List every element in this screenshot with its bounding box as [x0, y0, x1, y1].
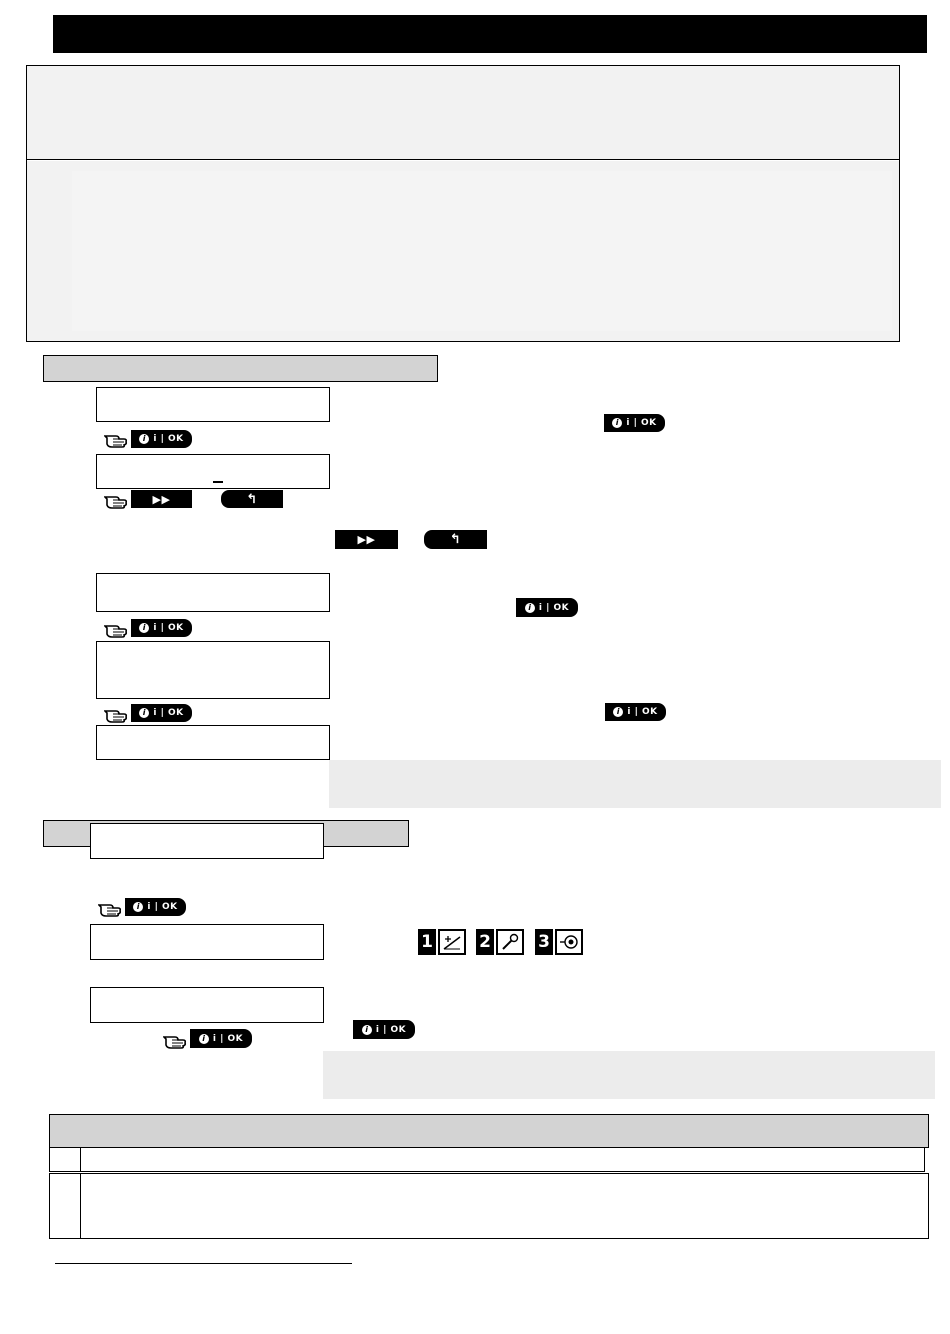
- lcd-display-a1: [96, 387, 330, 422]
- table-row: [49, 1148, 925, 1172]
- keypad-key-3[interactable]: 3: [535, 929, 583, 955]
- intro-box: [26, 65, 900, 342]
- keypad-key-2[interactable]: 2: [476, 929, 524, 955]
- lcd-display-a2: [96, 454, 330, 489]
- ok-key-button[interactable]: i i | OK: [353, 1020, 415, 1039]
- info-icon: i: [139, 434, 149, 444]
- chart-slope-icon: [438, 929, 466, 955]
- table-row: [49, 1173, 929, 1239]
- next-key-button[interactable]: ▶▶: [131, 490, 192, 508]
- table-column-divider: [80, 1174, 81, 1238]
- section-a-note: [329, 760, 941, 808]
- back-key-button[interactable]: ↰: [221, 490, 283, 508]
- intro-detail-panel: [27, 161, 899, 341]
- ok-key-button[interactable]: i i | OK: [605, 703, 666, 721]
- lcd-display-a4: [96, 641, 330, 699]
- hand-pointer-icon: [162, 1031, 188, 1051]
- lcd-display-a5: [96, 725, 330, 760]
- ok-key-button[interactable]: i i | OK: [131, 619, 192, 637]
- table-column-divider: [80, 1148, 81, 1171]
- intro-summary-panel: [27, 66, 899, 160]
- info-icon: i: [199, 1034, 209, 1044]
- ok-key-button[interactable]: i i | OK: [604, 414, 665, 432]
- hand-pointer-icon: [103, 430, 129, 450]
- lcd-cursor: [213, 481, 223, 483]
- ok-key-button[interactable]: i i | OK: [190, 1029, 252, 1048]
- ok-key-button[interactable]: i i | OK: [131, 704, 192, 722]
- info-icon: i: [612, 418, 622, 428]
- info-icon: i: [613, 707, 623, 717]
- lcd-display-a3: [96, 573, 330, 612]
- page-header-bar: [53, 15, 927, 53]
- lcd-display-b2: [90, 924, 324, 960]
- hand-pointer-icon: [103, 620, 129, 640]
- ok-key-button[interactable]: i i | OK: [131, 430, 192, 448]
- table-header: [49, 1114, 929, 1148]
- footnote-separator: [55, 1263, 352, 1264]
- lcd-display-b1: [90, 823, 324, 859]
- keypad-key-1[interactable]: 1: [418, 929, 466, 955]
- info-icon: i: [139, 708, 149, 718]
- microphone-icon: [496, 929, 524, 955]
- lcd-display-b3: [90, 987, 324, 1023]
- hand-pointer-icon: [103, 705, 129, 725]
- hand-pointer-icon: [103, 491, 129, 511]
- section-a-header: [43, 355, 438, 382]
- info-icon: i: [362, 1025, 372, 1035]
- ok-key-button[interactable]: i i | OK: [125, 898, 186, 916]
- next-key-button[interactable]: ▶▶: [335, 530, 398, 549]
- hand-pointer-icon: [97, 899, 123, 919]
- back-key-button[interactable]: ↰: [424, 530, 487, 549]
- info-icon: i: [525, 603, 535, 613]
- speaker-target-icon: [555, 929, 583, 955]
- ok-key-button[interactable]: i i | OK: [516, 598, 578, 617]
- section-b-note: [323, 1051, 935, 1099]
- intro-detail-inner: [72, 171, 892, 331]
- info-icon: i: [139, 623, 149, 633]
- info-icon: i: [133, 902, 143, 912]
